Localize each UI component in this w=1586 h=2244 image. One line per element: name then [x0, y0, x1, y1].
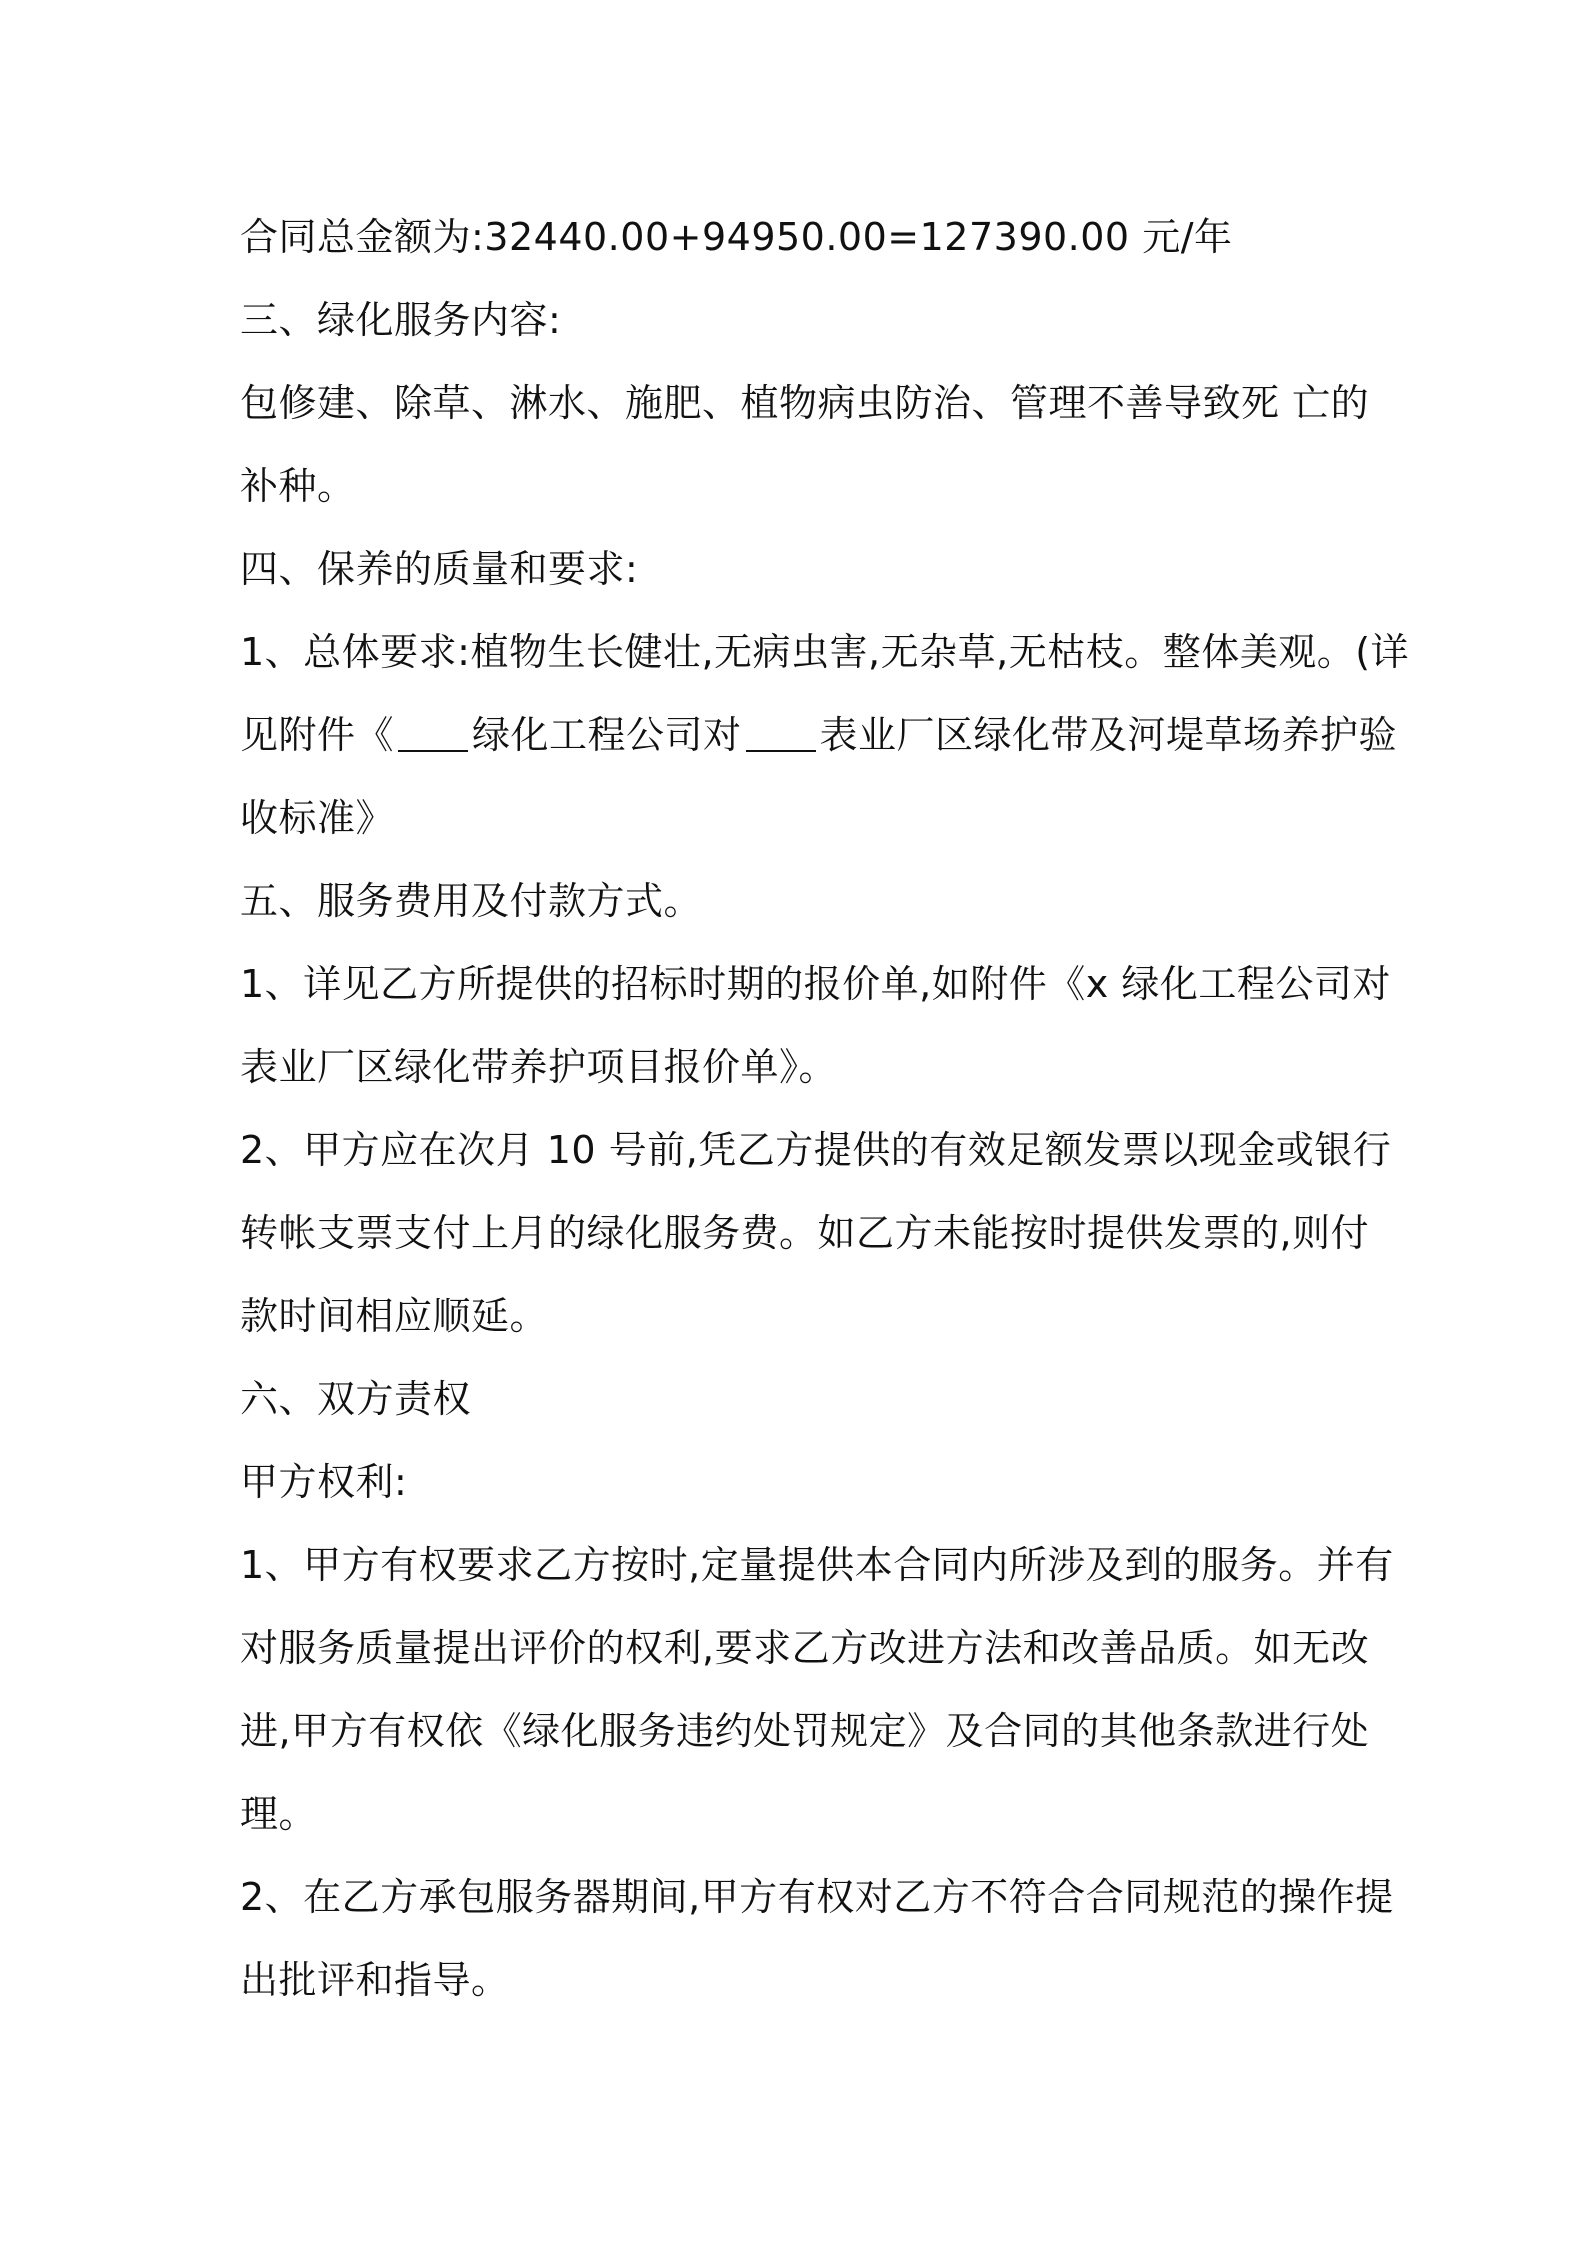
paragraph-line: 1、甲方有权要求乙方按时,定量提供本合同内所涉及到的服务。并有	[240, 1543, 1394, 1587]
section-4-heading: 四、保养的质量和要求:	[240, 547, 639, 591]
paragraph-line: 转帐支票支付上月的绿化服务费。如乙方未能按时提供发票的,则付	[240, 1211, 1370, 1255]
paragraph-line: 对服务质量提出评价的权利,要求乙方改进方法和改善品质。如无改	[240, 1626, 1370, 1670]
paragraph-line-with-blanks	[240, 694, 1398, 777]
paragraph-line: 进,甲方有权依《绿化服务违约处罚规定》及合同的其他条款进行处	[240, 1709, 1370, 1753]
paragraph-line: 表业厂区绿化带养护项目报价单》。	[240, 1045, 838, 1089]
paragraph-line: 1、总体要求:植物生长健壮,无病虫害,无杂草,无枯枝。整体美观。(详	[240, 630, 1410, 674]
paragraph-line: 2、在乙方承包服务器期间,甲方有权对乙方不符合合同规范的操作提	[240, 1875, 1394, 1919]
paragraph-line: 2、甲方应在次月 10 号前,凭乙方提供的有效足额发票以现金或银行	[240, 1128, 1392, 1172]
paragraph-line: 包修建、除草、淋水、施肥、植物病虫防治、管理不善导致死 亡的	[240, 381, 1370, 425]
text-segment: 见附件《	[240, 713, 395, 757]
section-5-heading: 五、服务费用及付款方式。	[240, 879, 703, 923]
document-body	[240, 196, 1410, 2022]
paragraph-line: 收标准》	[240, 796, 395, 840]
text-segment: 表业厂区绿化带及河堤草场养护验	[819, 713, 1398, 757]
subsection-heading: 甲方权利:	[240, 1460, 408, 1504]
text-segment: 绿化工程公司对	[472, 713, 742, 757]
paragraph-line: 款时间相应顺延。	[240, 1294, 549, 1338]
paragraph-line: 理。	[240, 1792, 318, 1836]
paragraph-line: 出批评和指导。	[240, 1958, 510, 2002]
fill-in-blank	[398, 718, 468, 752]
section-3-heading: 三、绿化服务内容:	[240, 298, 562, 342]
section-6-heading: 六、双方责权	[240, 1377, 472, 1421]
paragraph-line: 补种。	[240, 464, 356, 508]
paragraph-line: 1、详见乙方所提供的招标时期的报价单,如附件《x 绿化工程公司对	[240, 962, 1391, 1006]
contract-total-amount: 合同总金额为:32440.00+94950.00=127390.00 元/年	[240, 215, 1233, 259]
fill-in-blank	[746, 718, 816, 752]
